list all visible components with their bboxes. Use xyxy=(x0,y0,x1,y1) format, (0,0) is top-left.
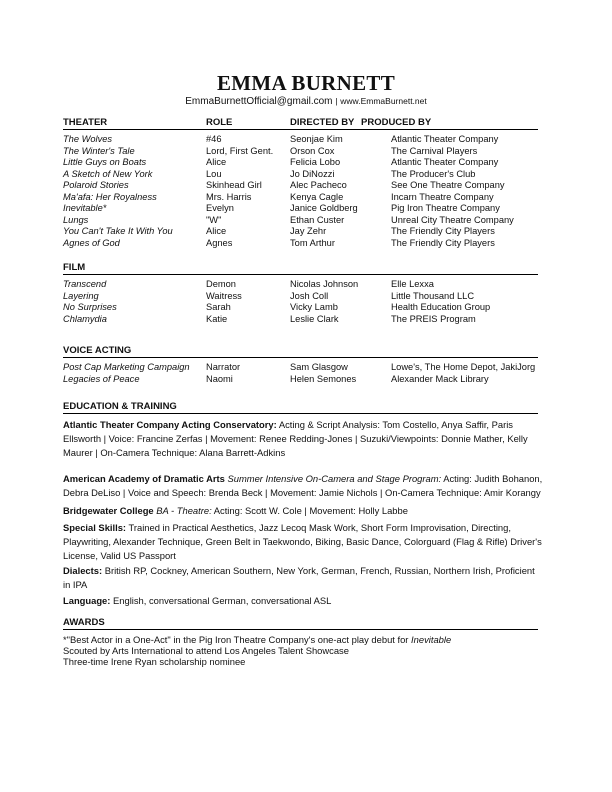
aada-training-paragraph xyxy=(63,472,543,500)
awards-list xyxy=(63,634,543,668)
credit-director: Alec Pacheco xyxy=(290,180,347,191)
contact-separator: | xyxy=(335,96,338,106)
contact-line xyxy=(0,96,612,107)
theater-header xyxy=(63,117,538,130)
atlantic-training-paragraph xyxy=(63,418,543,459)
voice-acting-heading: VOICE ACTING xyxy=(63,345,132,356)
table-row xyxy=(63,374,553,386)
school-name: American Academy of Dramatic Arts xyxy=(63,473,225,484)
produced-column-header: PRODUCED BY xyxy=(361,117,432,128)
credit-title: A Sketch of New York xyxy=(63,168,153,179)
credit-producer: Pig Iron Theatre Company xyxy=(391,203,500,214)
film-header xyxy=(63,262,538,275)
credit-producer: See One Theatre Company xyxy=(391,180,505,191)
actor-name: EMMA BURNETT xyxy=(216,71,396,95)
table-row xyxy=(63,180,553,192)
credit-producer: Health Education Group xyxy=(391,302,491,313)
table-row xyxy=(63,169,553,181)
special-skills-paragraph xyxy=(63,521,543,562)
credit-title: The Winter's Tale xyxy=(63,145,135,156)
credit-role: Naomi xyxy=(206,373,233,384)
credit-role: Katie xyxy=(206,313,228,324)
credit-director: Jay Zehr xyxy=(290,226,327,237)
theater-column-header: THEATER xyxy=(63,117,108,128)
film-heading: FILM xyxy=(63,262,86,273)
email-text: EmmaBurnettOfficial@gmail.com xyxy=(185,96,333,107)
credit-title: Lungs xyxy=(63,214,89,225)
credit-title: Legacies of Peace xyxy=(63,373,140,384)
dialects-label: Dialects: xyxy=(63,565,103,576)
voice-credits-table xyxy=(63,362,553,385)
credit-producer: Atlantic Theater Company xyxy=(391,134,499,144)
table-row xyxy=(63,362,553,374)
credit-title: Polaroid Stories xyxy=(63,180,129,191)
credit-title: Layering xyxy=(63,290,99,301)
credit-role: Sarah xyxy=(206,302,231,313)
credit-director: Jo DiNozzi xyxy=(290,168,335,179)
website-text: www.EmmaBurnett.net xyxy=(340,96,427,106)
table-row xyxy=(63,291,553,303)
credit-producer: The Carnival Players xyxy=(391,145,478,156)
credit-director: Leslie Clark xyxy=(290,313,339,324)
award-item xyxy=(63,634,543,645)
school-name: Atlantic Theater Company Acting Conservatory: xyxy=(63,419,277,430)
credit-role: Lord, First Gent. xyxy=(206,145,274,156)
credit-role: "W" xyxy=(206,214,222,225)
theater-credits-table xyxy=(63,134,553,249)
training-details: Acting & Script Analysis: Tom Costello, Anya Saffir, Paris Ellsworth | Voice: Francine Zerfas | Movement: Renee Redding-Jones | Suzuki/Viewpoints: Donnie Mather, Kelly Maurer | On-Camera Technique: Alana Barrett-Adkins xyxy=(63,419,528,458)
credit-role: Narrator xyxy=(206,362,241,372)
training-details: Acting: Scott W. Cole | Movement: Holly Labbe xyxy=(213,505,408,516)
language-text: English, conversational German, conversational ASL xyxy=(113,595,332,606)
credit-role: Skinhead Girl xyxy=(206,180,262,191)
credit-director: Nicolas Johnson xyxy=(290,279,359,289)
credit-producer: Elle Lexxa xyxy=(391,279,434,289)
role-column-header: ROLE xyxy=(206,117,233,128)
credit-producer: The Friendly City Players xyxy=(391,237,495,248)
awards-heading: AWARDS xyxy=(63,617,105,628)
credit-title: Post Cap Marketing Campaign xyxy=(63,362,190,372)
credit-title: Agnes of God xyxy=(63,237,120,248)
credit-title: Ma'afa: Her Royalness xyxy=(63,191,157,202)
language-label: Language: xyxy=(63,595,111,606)
credit-producer: Unreal City Theatre Company xyxy=(391,214,514,225)
credit-title: Transcend xyxy=(63,279,107,289)
directed-column-header: DIRECTED BY xyxy=(290,117,355,128)
credit-director: Helen Semones xyxy=(290,373,357,384)
table-row xyxy=(63,226,553,238)
credit-role: Evelyn xyxy=(206,203,234,214)
table-row xyxy=(63,314,553,326)
credit-director: Felicia Lobo xyxy=(290,157,341,168)
table-row xyxy=(63,146,553,158)
table-row xyxy=(63,302,553,314)
credit-role: Mrs. Harris xyxy=(206,191,252,202)
education-header xyxy=(63,401,538,414)
credit-role: Lou xyxy=(206,168,222,179)
credit-producer: Incarn Theatre Company xyxy=(391,191,494,202)
credit-director: Tom Arthur xyxy=(290,237,335,248)
program-name: BA - Theatre: xyxy=(156,505,212,516)
credit-title: The Wolves xyxy=(63,134,113,144)
credit-producer: Atlantic Theater Company xyxy=(391,157,499,168)
credit-role: Alice xyxy=(206,226,227,237)
award-item: Scouted by Arts International to attend Los Angeles Talent Showcase xyxy=(63,645,349,657)
credit-producer: Little Thousand LLC xyxy=(391,290,475,301)
awards-header xyxy=(63,617,538,630)
credit-role: #46 xyxy=(206,134,222,144)
skills-label: Special Skills: xyxy=(63,522,127,533)
training-details: Acting: Judith Bohanon, Debra DeLiso | Voice and Speech: Brenda Beck | Movement: Jamie Nichols | On-Camera Technique: Amir Korangy xyxy=(63,473,543,498)
credit-director: Kenya Cagle xyxy=(290,191,344,202)
credit-title: Chlamydia xyxy=(63,313,107,324)
bridgewater-training-paragraph xyxy=(63,504,543,518)
credit-director: Ethan Custer xyxy=(290,214,345,225)
table-row xyxy=(63,192,553,204)
voice-acting-header xyxy=(63,345,538,358)
dialects-text: British RP, Cockney, American Southern, New York, German, French, Russian, Northern Irish, Proficient in IPA xyxy=(63,565,535,590)
award-play-title: Inevitable xyxy=(411,634,452,645)
table-row xyxy=(63,157,553,169)
credit-producer: Lowe's, The Home Depot, JakiJorg xyxy=(391,362,536,372)
table-row xyxy=(63,238,553,250)
language-paragraph xyxy=(63,594,543,608)
table-row xyxy=(63,215,553,227)
credit-role: Alice xyxy=(206,157,227,168)
credit-producer: The PREIS Program xyxy=(391,313,476,324)
credit-title: Little Guys on Boats xyxy=(63,157,147,168)
credit-producer: Alexander Mack Library xyxy=(391,373,489,384)
film-credits-table xyxy=(63,279,553,325)
credit-producer: The Producer's Club xyxy=(391,168,476,179)
credit-director: Orson Cox xyxy=(290,145,335,156)
credit-director: Vicky Lamb xyxy=(290,302,338,313)
credit-role: Agnes xyxy=(206,237,233,248)
credit-director: Sam Glasgow xyxy=(290,362,348,372)
credit-role: Demon xyxy=(206,279,236,289)
credit-role: Waitress xyxy=(206,290,242,301)
award-text: *"Best Actor in a One-Act" in the Pig Iron Theatre Company's one-act play debut for xyxy=(63,634,409,645)
dialects-paragraph xyxy=(63,564,543,592)
credit-title: You Can't Take It With You xyxy=(63,226,173,237)
school-name: Bridgewater College xyxy=(63,505,154,516)
skills-text: Trained in Practical Aesthetics, Jazz Lecoq Mask Work, Short Form Improvisation, Directing, Playwriting, Alexander Technique, Green Belt in Taekwondo, Biking, Basic Dance, Colorguard (Flag & Rifle) Driver's License, Valid US Passport xyxy=(63,522,542,561)
award-item: Three-time Irene Ryan scholarship nominee xyxy=(63,656,246,668)
table-row xyxy=(63,203,553,215)
program-name: Summer Intensive On-Camera and Stage Program: xyxy=(227,473,442,484)
credit-title: Inevitable* xyxy=(63,203,107,214)
credit-director: Seonjae Kim xyxy=(290,134,343,144)
education-heading: EDUCATION & TRAINING xyxy=(63,401,177,412)
credit-title: No Surprises xyxy=(63,302,117,313)
credit-producer: The Friendly City Players xyxy=(391,226,495,237)
credit-director: Janice Goldberg xyxy=(290,203,358,214)
table-row xyxy=(63,134,553,146)
table-row xyxy=(63,279,553,291)
credit-director: Josh Coll xyxy=(290,290,329,301)
